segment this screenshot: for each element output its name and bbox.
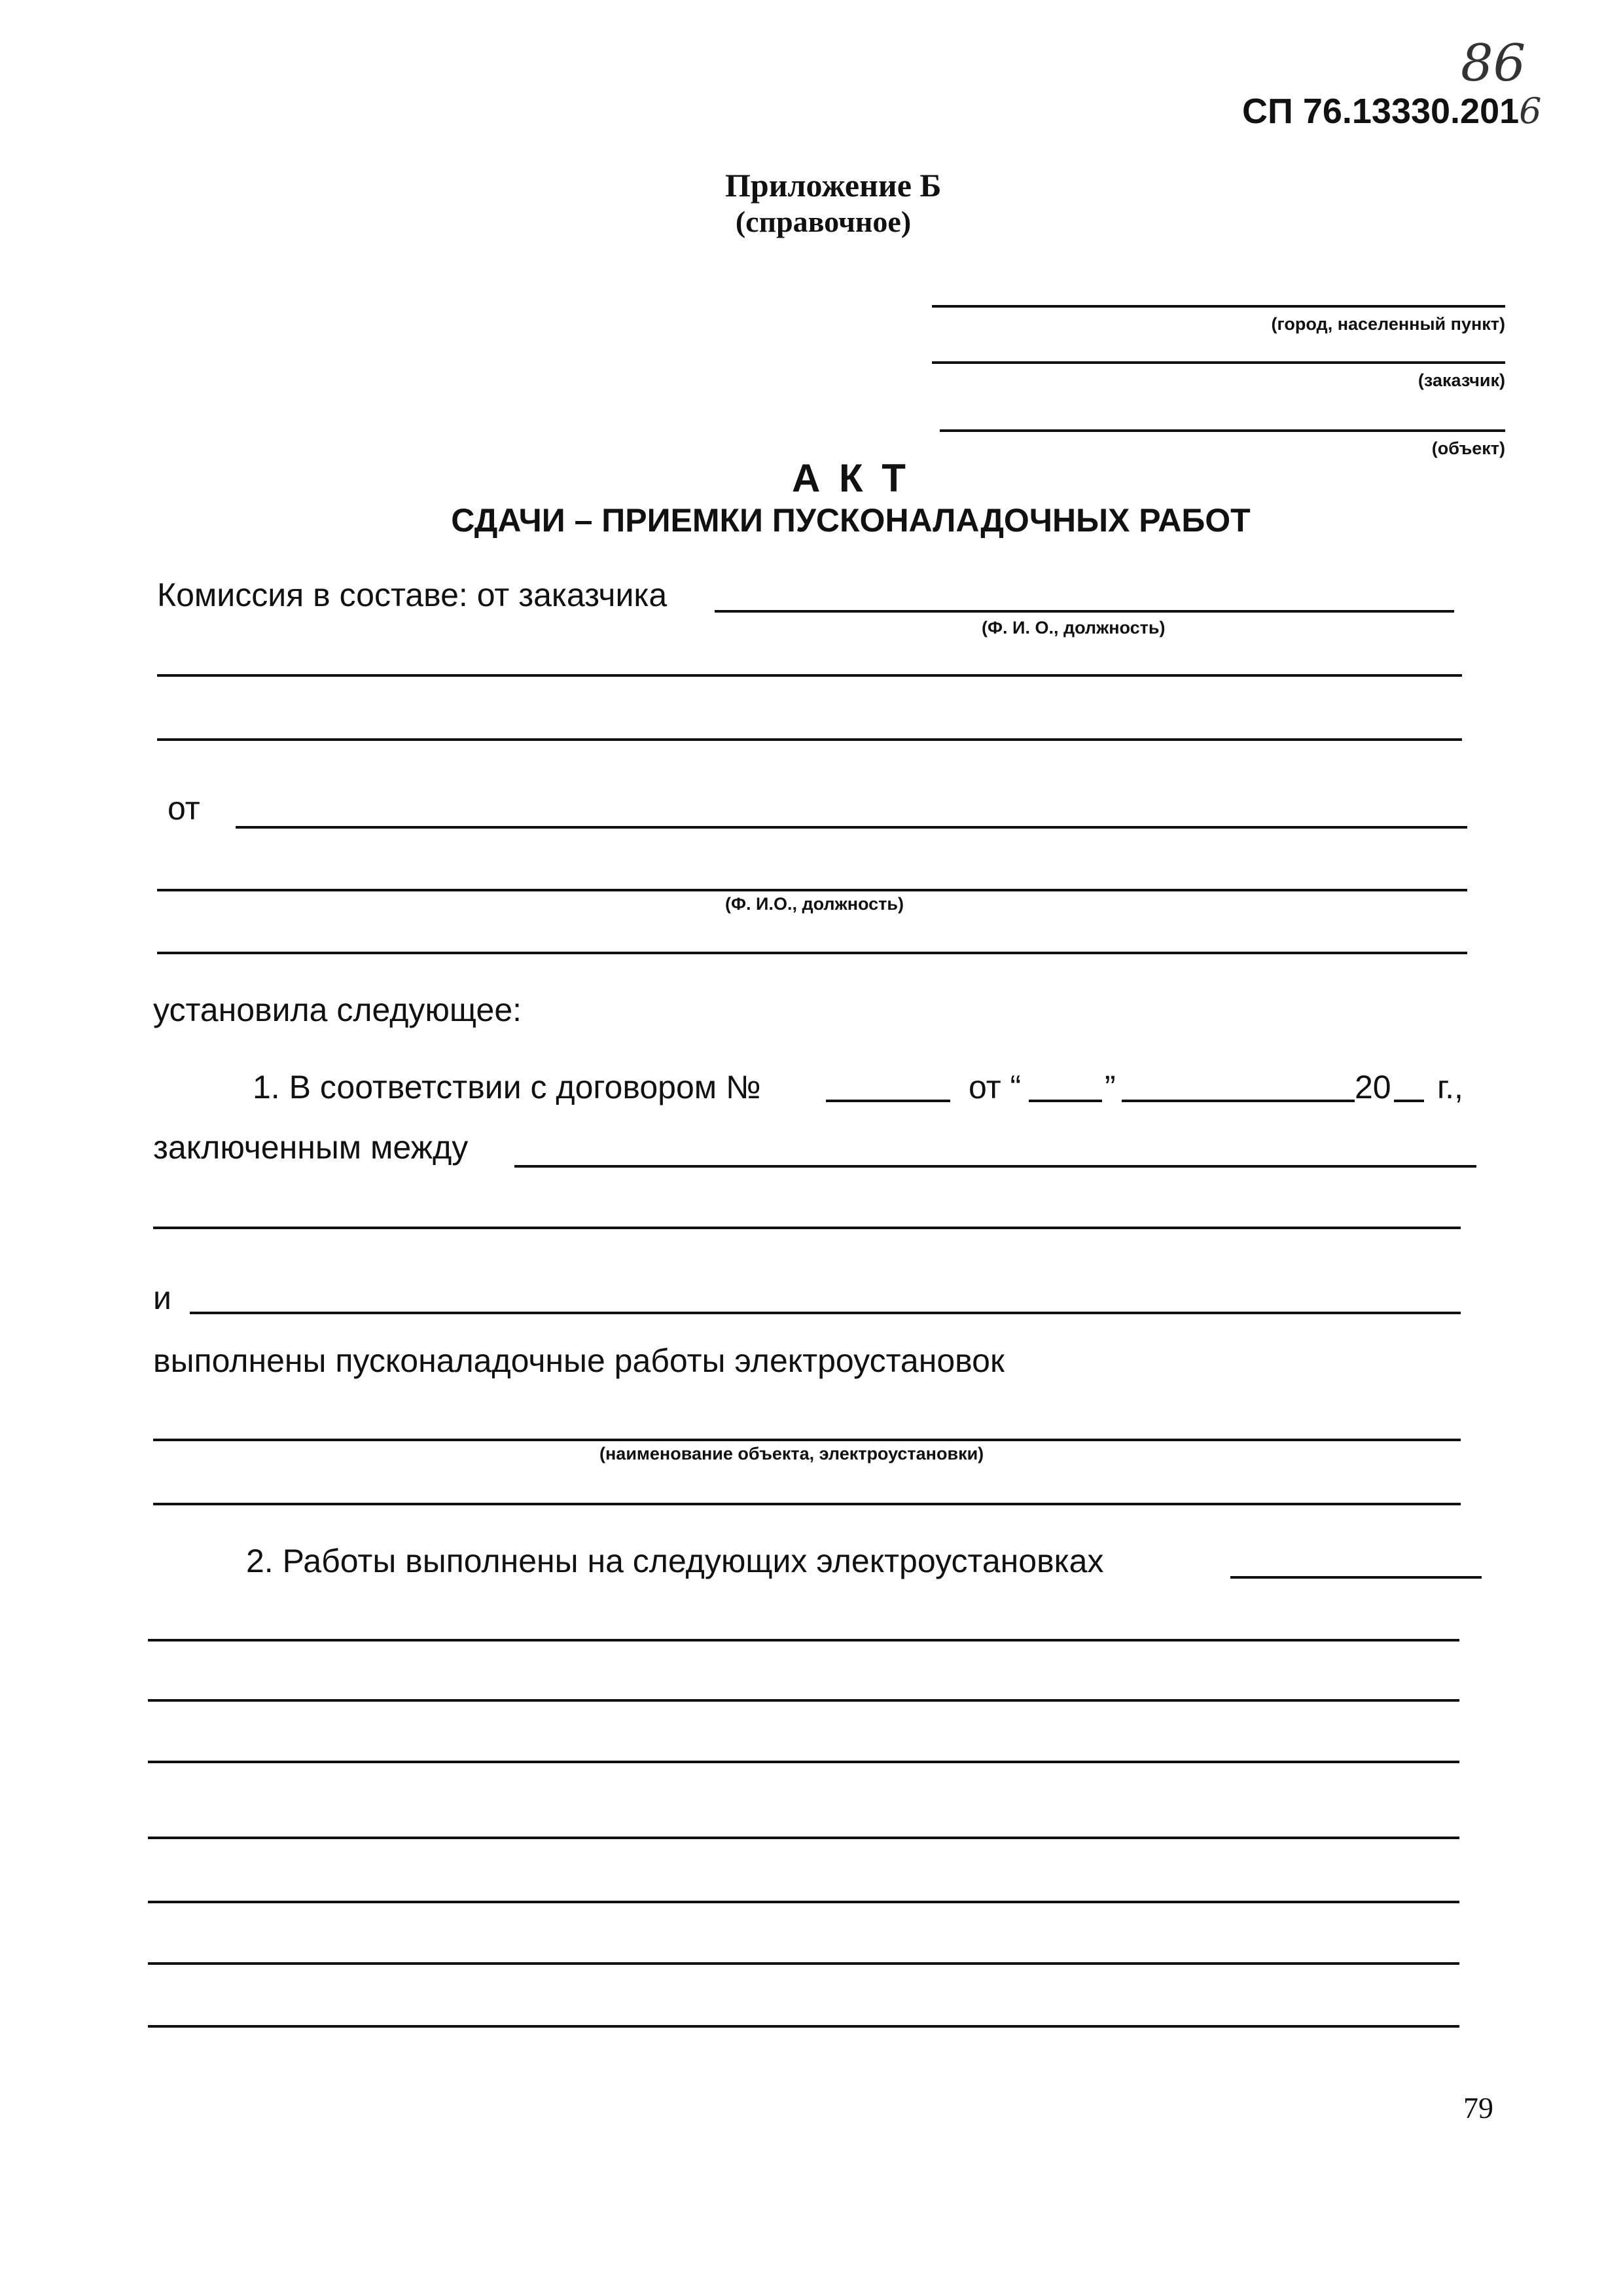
performed-label: выполнены пусконаладочные работы электроустановок	[153, 1342, 1005, 1379]
from-caption: (Ф. И.О., должность)	[725, 894, 904, 914]
commission-label: Комиссия в составе: от заказчика	[157, 577, 668, 613]
item2-inline-line[interactable]	[1230, 1576, 1482, 1579]
commission-customer-caption: (Ф. И. О., должность)	[982, 618, 1166, 637]
city-line[interactable]	[932, 305, 1505, 308]
handwritten-page-number: 86	[1461, 34, 1526, 93]
contract-day-line[interactable]	[1029, 1100, 1102, 1102]
contract-year-line[interactable]	[1394, 1100, 1424, 1102]
item2-text: 2. Работы выполнены на следующих электроустановках	[246, 1543, 1104, 1579]
item1-year-prefix: 20	[1355, 1069, 1391, 1105]
item2-line-2[interactable]	[148, 1699, 1459, 1702]
contract-number-line[interactable]	[826, 1100, 950, 1102]
from-line-1[interactable]	[236, 826, 1467, 829]
concluded-line-1[interactable]	[514, 1165, 1476, 1168]
act-subtitle: СДАЧИ – ПРИЕМКИ ПУСКОНАЛАДОЧНЫХ РАБОТ	[451, 502, 1251, 539]
appendix-title: Приложение Б	[725, 167, 942, 204]
object-name-line-2[interactable]	[153, 1503, 1461, 1505]
standard-number	[1242, 90, 1542, 132]
concluded-label: заключенным между	[153, 1129, 469, 1166]
contract-month-line[interactable]	[1122, 1100, 1355, 1102]
established-label: установила следующее:	[153, 992, 522, 1028]
customer-line[interactable]	[932, 361, 1505, 364]
city-caption: (город, населенный пункт)	[1271, 314, 1505, 334]
commission-customer-line[interactable]	[715, 610, 1454, 613]
and-label: и	[153, 1280, 171, 1316]
commission-line-2[interactable]	[157, 674, 1462, 677]
object-name-caption: (наименование объекта, электроустановки)	[599, 1444, 984, 1463]
concluded-line-2[interactable]	[153, 1227, 1461, 1229]
object-caption: (объект)	[1431, 439, 1505, 458]
standard-number-prefix: СП 76.13330.201	[1242, 92, 1520, 131]
act-title: А К Т	[792, 456, 910, 500]
object-line[interactable]	[940, 429, 1505, 432]
from-line-2[interactable]	[157, 889, 1467, 891]
item2-line-4[interactable]	[148, 1837, 1459, 1839]
commission-line-3[interactable]	[157, 738, 1462, 741]
from-line-3[interactable]	[157, 952, 1467, 954]
item2-line-6[interactable]	[148, 1962, 1459, 1965]
item1-year-suffix: г.,	[1437, 1069, 1463, 1105]
item2-line-7[interactable]	[148, 2025, 1459, 2028]
page-number: 79	[1463, 2091, 1493, 2125]
item2-line-1[interactable]	[148, 1639, 1459, 1641]
object-name-line-1[interactable]	[153, 1439, 1461, 1441]
item1-prefix: 1. В соответствии с договором №	[253, 1069, 761, 1105]
appendix-subtitle: (справочное)	[735, 205, 912, 238]
customer-caption: (заказчик)	[1418, 370, 1505, 390]
item2-line-3[interactable]	[148, 1761, 1459, 1763]
and-line[interactable]	[190, 1312, 1461, 1314]
item2-line-5[interactable]	[148, 1901, 1459, 1903]
standard-number-suffix: 6	[1519, 90, 1542, 132]
from-label: от	[168, 790, 200, 827]
item1-quote-close: ”	[1105, 1069, 1116, 1105]
item1-from-word: от “	[969, 1069, 1022, 1105]
